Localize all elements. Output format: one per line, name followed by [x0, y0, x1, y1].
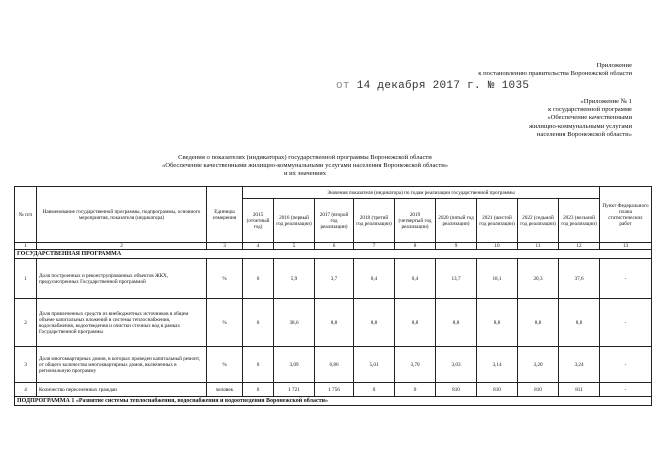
- year-header: 2018 (третий год реализации): [354, 199, 395, 243]
- row-value: 8,8: [559, 299, 600, 347]
- appendix-line: жилищно-коммунальными услугами: [529, 122, 632, 130]
- row-indicator-name: Доля привлеченных средств из внебюджетных источников в общем объеме капитальных вложений в системы теплоснабжения, водоснабжения, водоотведения и очистки сточных вод в рамках Государственной программы: [37, 299, 207, 347]
- row-value: 8,8: [436, 299, 477, 347]
- column-number: 7: [354, 243, 395, 250]
- section-subprogram-1-heading: ПОДПРОГРАММА 1 «Развитие системы теплоснабжения, водоснабжения и водоотведения Воронежской области»: [15, 397, 652, 406]
- column-number: 12: [559, 243, 600, 250]
- row-value: 37,6: [559, 259, 600, 299]
- row-value: 38,6: [274, 299, 315, 347]
- row-unit: %: [207, 299, 243, 347]
- row-value: 8,8: [477, 299, 518, 347]
- year-header: 2021 (шестой год реализации): [477, 199, 518, 243]
- row-indicator-name: Доля многоквартирных домов, в которых проведен капитальный ремонт, от общего количества многоквартирных домов, включенных в региональную программу: [37, 347, 207, 383]
- row-value: 3,24: [559, 347, 600, 383]
- column-number: 11: [518, 243, 559, 250]
- row-value: 13,7: [436, 259, 477, 299]
- title-line: «Обеспечение качественными жилищно-коммунальными услугами населения Воронежской области»: [161, 162, 449, 169]
- col-unit-header: Единицы измерения: [207, 187, 243, 243]
- column-number: 8: [395, 243, 436, 250]
- row-indicator-name: Количество переселенных граждан: [37, 383, 207, 397]
- table-row: [15, 259, 652, 299]
- appendix-line: населения Воронежской области»: [536, 130, 632, 138]
- row-unit: человек: [207, 383, 243, 397]
- year-header: 2017 (второй год реализации): [315, 199, 354, 243]
- row-value: 5,9: [274, 259, 315, 299]
- column-numbers-row: [15, 243, 652, 250]
- year-header: 2019 (четвертый год реализации): [395, 199, 436, 243]
- row-value: 3,20: [518, 347, 559, 383]
- row-value: 8,8: [315, 299, 354, 347]
- stamp-prefix: от: [336, 80, 350, 92]
- table-row: [15, 347, 652, 383]
- col-number-header: № п/п: [15, 187, 37, 243]
- column-number: 2: [37, 243, 207, 250]
- row-value: 810: [436, 383, 477, 397]
- row-value: 0: [243, 259, 274, 299]
- row-value: 1 721: [274, 383, 315, 397]
- year-header: 2023 (восьмой год реализации): [559, 199, 600, 243]
- date-stamp: [336, 80, 529, 92]
- year-header: 2022 (седьмой год реализации): [518, 199, 559, 243]
- row-value: 3,03: [436, 347, 477, 383]
- row-value: 5,01: [354, 347, 395, 383]
- row-value: 3,7: [315, 259, 354, 299]
- row-number: 1: [15, 259, 37, 299]
- row-unit: %: [207, 259, 243, 299]
- appendix-line: Приложение: [596, 62, 632, 69]
- title-line: и их значениях: [283, 170, 327, 177]
- row-value: 20,3: [518, 259, 559, 299]
- row-value: 0: [243, 347, 274, 383]
- column-number: 5: [274, 243, 315, 250]
- appendix-line: «Приложение № 1: [580, 98, 632, 105]
- row-number: 2: [15, 299, 37, 347]
- row-value: 1 756: [315, 383, 354, 397]
- column-number: 4: [243, 243, 274, 250]
- col-values-header: Значения показателя (индикатора) по годам реализации государственной программы: [243, 187, 600, 199]
- row-indicator-name: Доля построенных и реконструированных объектов ЖКХ, предусмотренных Государственной программой: [37, 259, 207, 299]
- row-number: 3: [15, 347, 37, 383]
- row-value: 0: [395, 383, 436, 397]
- row-unit: %: [207, 347, 243, 383]
- table-row: [15, 383, 652, 397]
- row-value: 0: [243, 383, 274, 397]
- year-header: 2015 (отчетный год): [243, 199, 274, 243]
- row-number: 4: [15, 383, 37, 397]
- row-fed-plan: -: [600, 299, 652, 347]
- row-value: 3,09: [274, 347, 315, 383]
- appendix-line: к постановлению правительства Воронежской области: [478, 70, 632, 78]
- indicators-table: [14, 186, 652, 406]
- document-title: [150, 154, 460, 178]
- row-value: 3,14: [477, 347, 518, 383]
- row-fed-plan: -: [600, 383, 652, 397]
- row-value: 3,70: [395, 347, 436, 383]
- title-line: Сведения о показателях (индикаторах) государственной программы Воронежской области: [178, 154, 432, 161]
- column-number: 6: [315, 243, 354, 250]
- column-number: 3: [207, 243, 243, 250]
- table-row: [15, 299, 652, 347]
- column-number: 13: [600, 243, 652, 250]
- year-header: 2020 (пятый год реализации): [436, 199, 477, 243]
- row-value: 0: [354, 383, 395, 397]
- column-number: 10: [477, 243, 518, 250]
- row-value: 8,8: [395, 299, 436, 347]
- row-fed-plan: -: [600, 259, 652, 299]
- row-fed-plan: -: [600, 347, 652, 383]
- row-value: 0,4: [395, 259, 436, 299]
- row-value: 0,4: [354, 259, 395, 299]
- row-value: 811: [559, 383, 600, 397]
- row-value: 0: [243, 299, 274, 347]
- year-header: 2016 (первый год реализации): [274, 199, 315, 243]
- row-value: 6,86: [315, 347, 354, 383]
- column-number: 9: [436, 243, 477, 250]
- column-number: 1: [15, 243, 37, 250]
- row-value: 8,8: [518, 299, 559, 347]
- row-value: 18,1: [477, 259, 518, 299]
- row-value: 810: [477, 383, 518, 397]
- stamp-date: 14 декабря 2017 г. № 1035: [356, 80, 530, 92]
- row-value: 810: [518, 383, 559, 397]
- col-name-header: Наименование государственной программы, подпрограммы, основного мероприятия, показателя (индикатора): [37, 187, 207, 243]
- program-appendix-header: [502, 98, 632, 139]
- appendix-line: к государственной программе: [548, 106, 632, 114]
- row-value: 8,8: [354, 299, 395, 347]
- appendix-line: «Обеспечение качественными: [547, 114, 632, 122]
- section-program-heading: ГОСУДАРСТВЕННАЯ ПРОГРАММА: [15, 250, 652, 259]
- appendix-header: [478, 62, 632, 78]
- col-fed-plan-header: Пункт Федерального плана статистических работ: [600, 187, 652, 243]
